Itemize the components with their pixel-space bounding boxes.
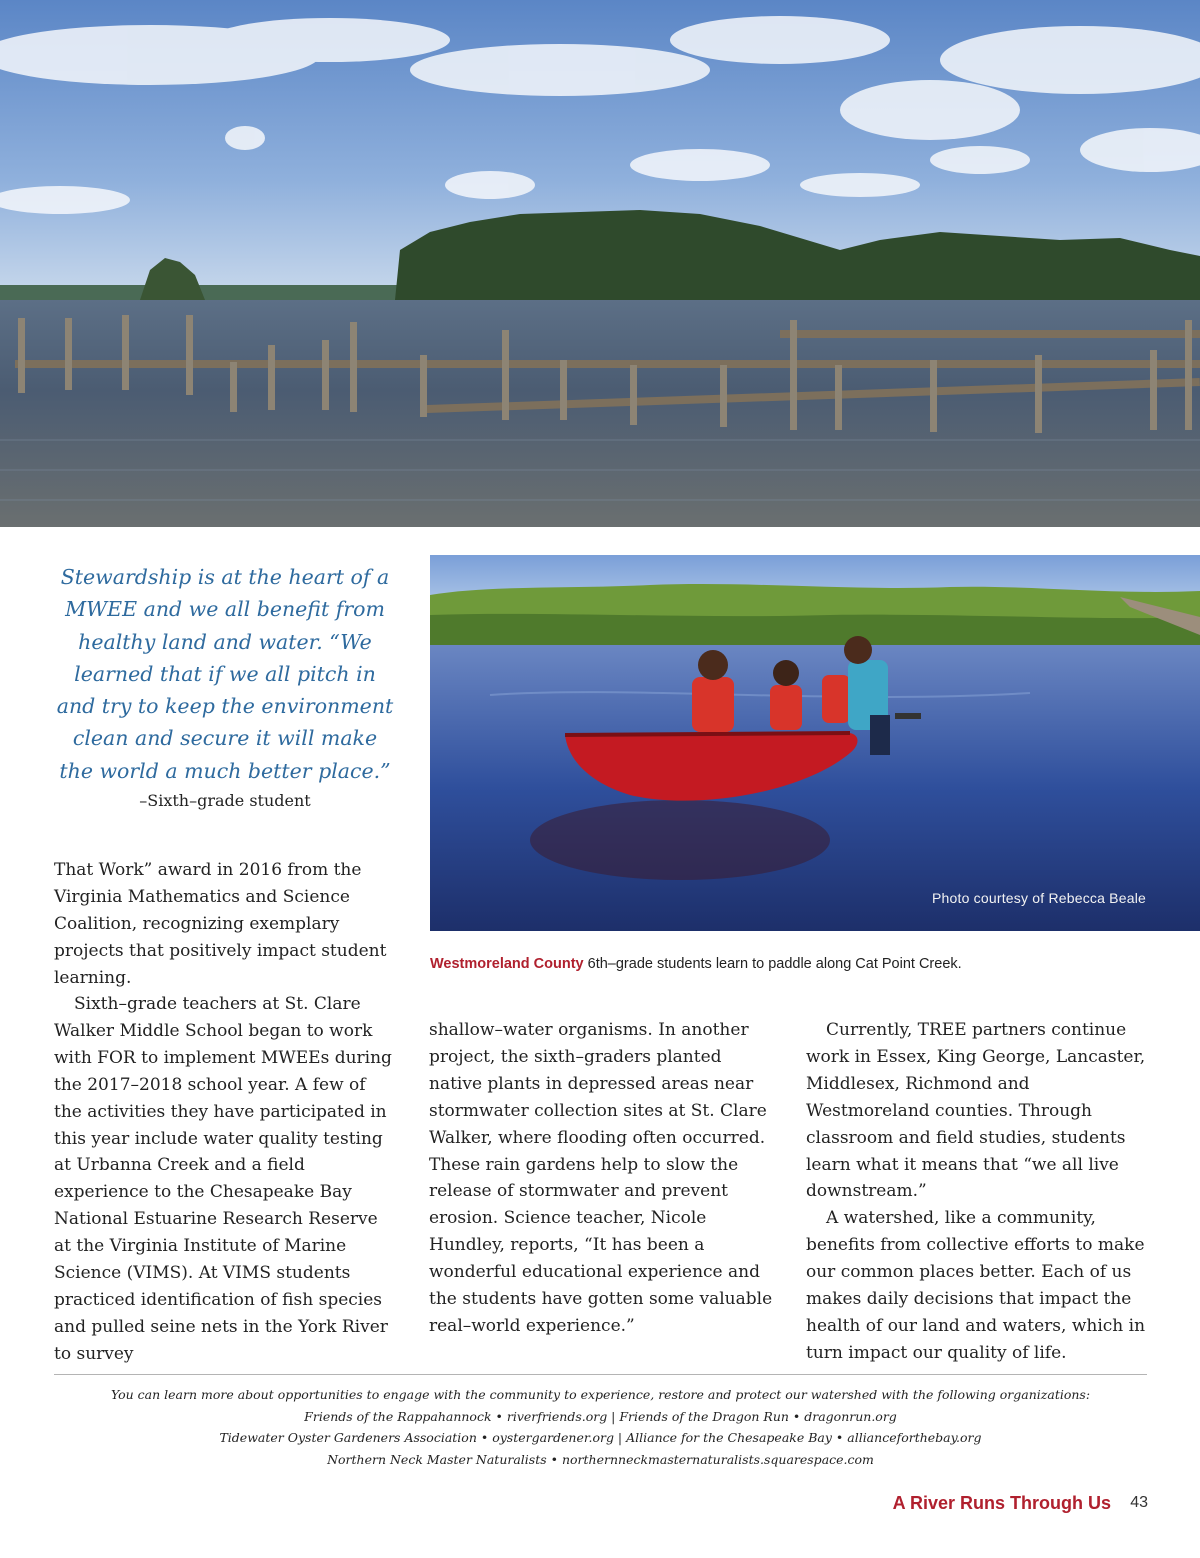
photo-credit: Photo courtesy of Rebecca Beale <box>932 890 1146 906</box>
resources-intro: You can learn more about opportunities to engage with the community to experience, restore and protect our watershed with the following organizations: <box>110 1387 1091 1402</box>
hero-photo <box>0 0 1200 527</box>
caption-place: Westmoreland County <box>430 956 584 972</box>
column-2-paragraph: shallow–water organisms. In another project, the sixth–graders planted native plants in depressed areas near stormwater collection sites at St. Clare Walker, where flooding often occurred. These rain gardens help to slow the release of stormwater and prevent erosion. Science teacher, Nicole Hundley, reports, “It has been a wonderful educational experience and the students have gotten some valuable real–world experience.” <box>429 1020 773 1336</box>
column-3-paragraph-2: A watershed, like a community, benefits from collective efforts to make our common places better. Each of us makes daily decisions that impact the health of our land and waters, which in turn impact our quality of life. <box>806 1208 1146 1363</box>
footer-title: A River Runs Through Us <box>892 1493 1111 1513</box>
column-1-top <box>54 857 394 992</box>
resources-line-3: Northern Neck Master Naturalists • northernneckmasternaturalists.squarespace.com <box>327 1451 874 1467</box>
column-1-bottom <box>54 991 394 1368</box>
resources-block <box>54 1384 1147 1470</box>
canoe-photo <box>430 555 1200 931</box>
column-2 <box>429 1017 774 1340</box>
resources-line-1: Friends of the Rappahannock • riverfriends.org | Friends of the Dragon Run • dragonrun.org <box>304 1408 897 1424</box>
column-3-paragraph-1: Currently, TREE partners continue work in Essex, King George, Lancaster, Middlesex, Richmond and Westmoreland counties. Through classroom and field studies, students learn what it means that “we all live downstream.” <box>806 1020 1146 1202</box>
column-1-paragraph-2: Sixth–grade teachers at St. Clare Walker Middle School began to work with FOR to implement MWEEs during the 2017–2018 school year. A few of the activities they have participated in this year include water quality testing at Urbanna Creek and a field experience to the Chesapeake Bay National Estuarine Research Reserve at the Virginia Institute of Marine Science (VIMS). At VIMS students practiced identification of fish species and pulled seine nets in the York River to survey <box>54 994 392 1364</box>
column-1-paragraph-1: That Work” award in 2016 from the Virginia Mathematics and Science Coalition, recognizing exemplary projects that positively impact student learning. <box>54 860 387 988</box>
divider <box>54 1374 1147 1375</box>
page-number: 43 <box>1130 1494 1148 1511</box>
photo-caption <box>430 956 1170 972</box>
hero-photo-illustration <box>0 0 1200 527</box>
caption-text: 6th–grade students learn to paddle along Cat Point Creek. <box>583 956 962 972</box>
column-3 <box>806 1017 1151 1367</box>
resources-line-2: Tidewater Oyster Gardeners Association • oystergardener.org | Alliance for the Chesapeake Bay • allianceforthebay.org <box>219 1430 982 1446</box>
canoe-photo-illustration <box>430 555 1200 931</box>
pull-quote-attribution: –Sixth–grade student <box>139 791 311 810</box>
pull-quote: Stewardship is at the heart of a MWEE and we all benefit from healthy land and water. “We learned that if we all pitch in and try to keep the environment clean and secure it will make the world a much better place.” <box>56 565 394 783</box>
